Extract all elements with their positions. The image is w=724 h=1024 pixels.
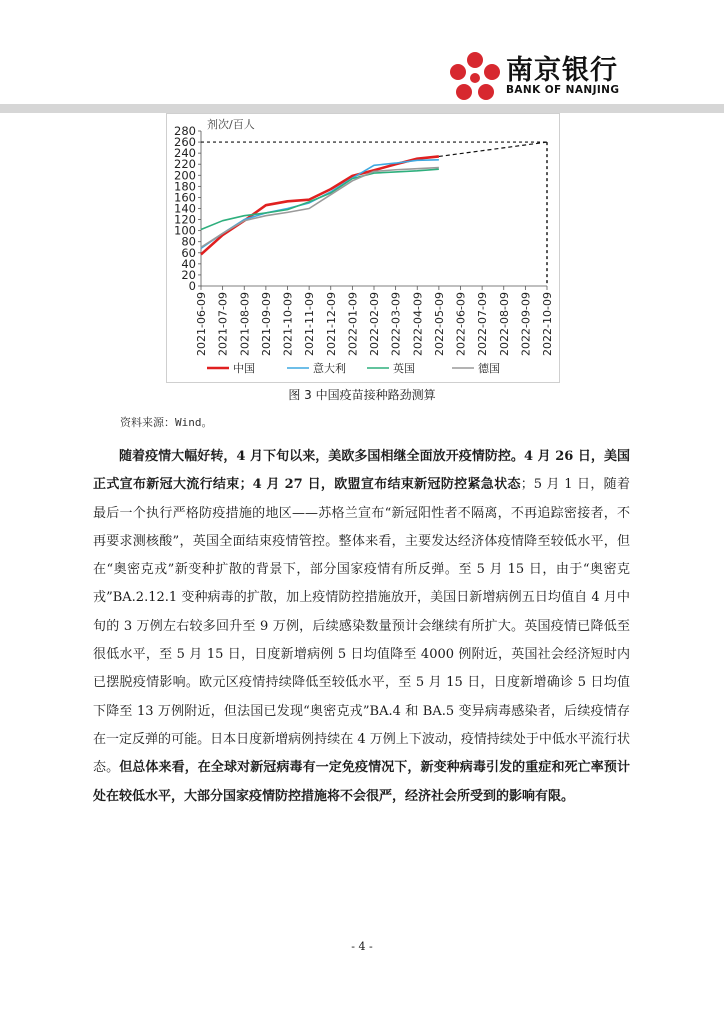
legend-label-意大利: 意大利 xyxy=(313,362,346,375)
y-tick-label: 40 xyxy=(181,256,196,271)
x-tick-label: 2021-11-09 xyxy=(303,292,317,356)
legend-label-德国: 德国 xyxy=(478,362,500,375)
legend-label-英国: 英国 xyxy=(393,362,415,375)
y-tick-label: 260 xyxy=(174,135,196,150)
y-tick-label: 160 xyxy=(174,190,196,205)
x-tick-label: 2022-08-09 xyxy=(497,292,511,356)
x-tick-label: 2021-08-09 xyxy=(238,292,252,356)
x-tick-label: 2021-06-09 xyxy=(195,292,208,356)
x-tick-label: 2022-10-09 xyxy=(541,292,554,356)
chart-canvas xyxy=(167,114,559,382)
x-tick-label: 2022-06-09 xyxy=(454,292,468,356)
y-tick-label: 60 xyxy=(181,245,196,260)
figure-caption: 图 3 中国疫苗接种路劲测算 xyxy=(288,388,436,402)
x-tick-label: 2022-03-09 xyxy=(389,292,403,356)
x-tick-label: 2021-07-09 xyxy=(216,292,230,356)
x-tick-label: 2021-12-09 xyxy=(324,292,338,356)
paragraph-bold-conclusion: 但总体来看，在全球对新冠病毒有一定免疫情况下，新变种病毒引发的重症和死亡率预计处在较低水平，大部分国家疫情防控措施将不会很严，经济社会所受到的影响有限。 xyxy=(93,760,630,804)
bank-logo xyxy=(448,50,638,106)
y-tick-label: 280 xyxy=(174,124,196,138)
y-axis-label: 剂次/百人 xyxy=(207,118,255,131)
y-tick-label: 120 xyxy=(174,212,196,227)
y-tick-label: 80 xyxy=(181,234,196,249)
series-line-英国 xyxy=(201,169,439,229)
x-tick-label: 2022-09-09 xyxy=(519,292,533,356)
logo-text-en: BANK OF NANJING xyxy=(506,84,620,96)
logo-text-cn: 南京银行 xyxy=(506,55,618,86)
y-tick-label: 20 xyxy=(181,267,196,282)
projection-line xyxy=(439,142,547,156)
x-tick-label: 2021-09-09 xyxy=(259,292,273,356)
y-tick-label: 240 xyxy=(174,146,196,161)
body-paragraph xyxy=(93,443,630,811)
paragraph-bold-lead: 随着疫情大幅好转，4 月下旬以来，美欧多国相继全面放开疫情防控。4 月 26 日，美国正式宣布新冠大流行结束；4 月 27 日，欧盟宣布结束新冠防控紧急状态 xyxy=(93,449,630,493)
figure-source: 资料来源：Wind。 xyxy=(120,416,213,429)
series-line-德国 xyxy=(201,168,439,248)
y-tick-label: 140 xyxy=(174,201,196,216)
x-tick-label: 2021-10-09 xyxy=(281,292,295,356)
x-tick-label: 2022-01-09 xyxy=(346,292,360,356)
x-tick-label: 2022-05-09 xyxy=(432,292,446,356)
series-line-意大利 xyxy=(201,160,439,249)
y-tick-label: 200 xyxy=(174,168,196,183)
x-tick-label: 2022-02-09 xyxy=(368,292,381,356)
y-tick-label: 0 xyxy=(188,279,196,293)
y-tick-label: 220 xyxy=(174,157,196,172)
y-tick-label: 100 xyxy=(174,223,196,238)
x-tick-label: 2022-07-09 xyxy=(476,292,490,356)
bank-logo-icon xyxy=(448,50,502,106)
x-tick-label: 2022-04-09 xyxy=(411,292,425,356)
paragraph-normal-text: ；5 月 1 日，随着最后一个执行严格防疫措施的地区——苏格兰宣布“新冠阳性者不隔离，不再追踪密接者，不再要求测核酸”，英国全面结束疫情管控。整体来看，主要发达经济体疫情降至较低水平，但在“奥密克戎”新变种扩散的背景下，部分国家疫情有所反弹。至 5 月 15 日，由于“奥密克戎”BA.2.12.1 变种病毒的扩散，加上疫情防控措施放开，美国日新增病例五日均值自 4 月中旬的 3 万例左右较多回升至 9 万例，后续感染数量预计会继续有所扩大。英国疫情已降低至很低水平，至 5 月 15 日，日度新增病例 5 日均值降至 4000 例附近，英国社会经济短时内已摆脱疫情影响。欧元区疫情持续降低至较低水平，至 5 月 15 日，日度新增确诊 5 日均值下降至 13 万例附近，但法国已发现“奥密克戎”BA.4 和 BA.5 变异病毒感染者，后续疫情存在一定反弹的可能。日本日度新增病例持续在 4 万例上下波动，疫情持续处于中低水平流行状态。 xyxy=(93,477,630,776)
y-tick-label: 180 xyxy=(174,179,196,194)
vaccination-chart xyxy=(166,113,560,383)
legend-label-中国: 中国 xyxy=(233,362,255,375)
page-number: - 4 - xyxy=(351,940,373,953)
